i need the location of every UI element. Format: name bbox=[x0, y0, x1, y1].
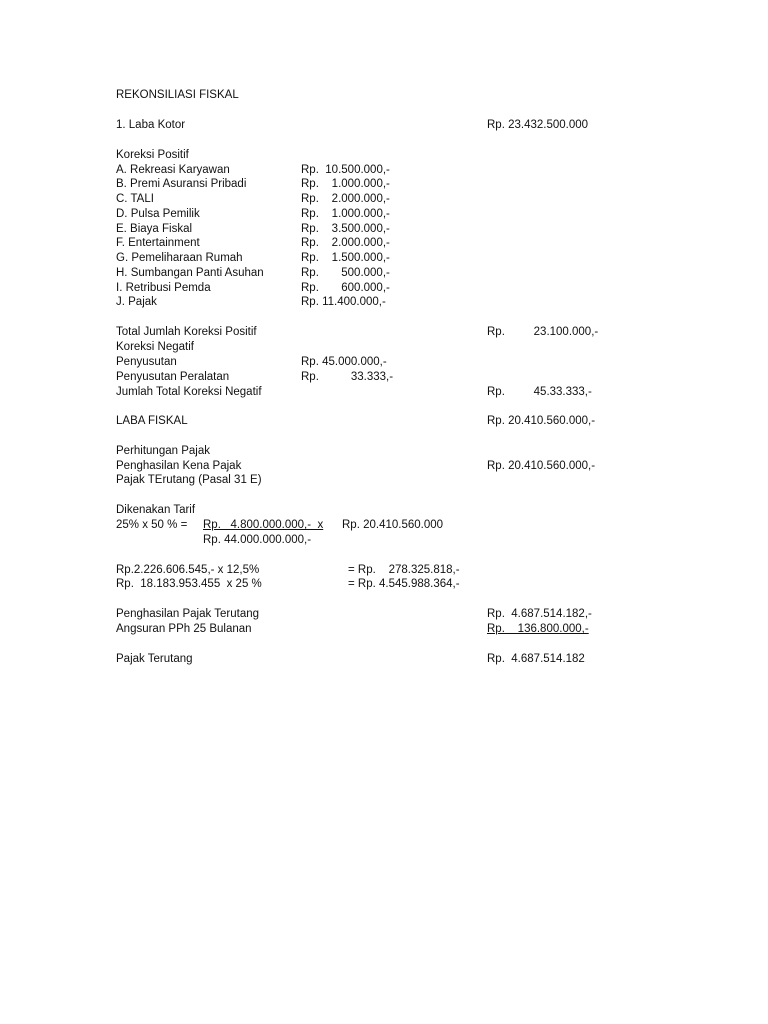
koreksi-positif-item-label: C. TALI bbox=[116, 193, 154, 205]
koreksi-negatif-item-amount: Rp. 45.000.000,- bbox=[301, 356, 387, 368]
laba-fiskal-amount: Rp. 20.410.560.000,- bbox=[487, 415, 596, 427]
koreksi-positif-item-amount: Rp. 1.000.000,- bbox=[301, 178, 390, 190]
laba-kotor-amount: Rp. 23.432.500.000 bbox=[487, 119, 589, 131]
koreksi-positif-item-label: A. Rekreasi Karyawan bbox=[116, 164, 230, 176]
koreksi-positif-item-amount: Rp. 2.000.000,- bbox=[301, 193, 390, 205]
document-title: REKONSILIASI FISKAL bbox=[116, 89, 239, 101]
calc-line-1-left: Rp.2.226.606.545,- x 12,5% bbox=[116, 564, 260, 576]
tarif-multiplier: Rp. 20.410.560.000 bbox=[342, 519, 444, 531]
dikenakan-tarif-heading: Dikenakan Tarif bbox=[116, 504, 196, 516]
total-koreksi-positif-label: Total Jumlah Koreksi Positif bbox=[116, 326, 257, 338]
penghasilan-pajak-terutang-amount: Rp. 4.687.514.182,- bbox=[487, 608, 592, 620]
koreksi-positif-item-amount: Rp. 10.500.000,- bbox=[301, 164, 390, 176]
laba-fiskal-label: LABA FISKAL bbox=[116, 415, 188, 427]
koreksi-negatif-item-label: Penyusutan Peralatan bbox=[116, 371, 230, 383]
angsuran-label: Angsuran PPh 25 Bulanan bbox=[116, 623, 252, 635]
perhitungan-pajak-heading: Perhitungan Pajak bbox=[116, 445, 210, 457]
pkp-amount: Rp. 20.410.560.000,- bbox=[487, 460, 596, 472]
koreksi-positif-item-amount: Rp. 600.000,- bbox=[301, 282, 390, 294]
koreksi-positif-item-label: F. Entertainment bbox=[116, 237, 200, 249]
koreksi-positif-item-amount: Rp. 2.000.000,- bbox=[301, 237, 390, 249]
koreksi-positif-item-label: J. Pajak bbox=[116, 296, 157, 308]
koreksi-positif-heading: Koreksi Positif bbox=[116, 149, 189, 161]
koreksi-positif-item-amount: Rp. 1.500.000,- bbox=[301, 252, 390, 264]
total-koreksi-positif-amount: Rp. 23.100.000,- bbox=[487, 326, 599, 338]
koreksi-positif-item-amount: Rp. 1.000.000,- bbox=[301, 208, 390, 220]
calc-line-2-right: = Rp. 4.545.988.364,- bbox=[348, 578, 460, 590]
angsuran-amount: Rp. 136.800.000,- bbox=[487, 623, 589, 635]
koreksi-positif-item-amount: Rp. 500.000,- bbox=[301, 267, 390, 279]
koreksi-positif-item-label: D. Pulsa Pemilik bbox=[116, 208, 200, 220]
penghasilan-pajak-terutang-label: Penghasilan Pajak Terutang bbox=[116, 608, 260, 620]
tarif-formula-left: 25% x 50 % = bbox=[116, 519, 188, 531]
koreksi-negatif-item-amount: Rp. 33.333,- bbox=[301, 371, 394, 383]
calc-line-1-right: = Rp. 278.325.818,- bbox=[348, 564, 460, 576]
koreksi-positif-item-amount: Rp. 11.400.000,- bbox=[301, 296, 386, 308]
laba-kotor-label: 1. Laba Kotor bbox=[116, 119, 186, 131]
koreksi-positif-item-label: E. Biaya Fiskal bbox=[116, 223, 193, 235]
koreksi-positif-item-amount: Rp. 3.500.000,- bbox=[301, 223, 390, 235]
total-koreksi-negatif-label: Jumlah Total Koreksi Negatif bbox=[116, 386, 262, 398]
total-koreksi-negatif-amount: Rp. 45.33.333,- bbox=[487, 386, 592, 398]
koreksi-positif-item-label: I. Retribusi Pemda bbox=[116, 282, 211, 294]
koreksi-negatif-heading: Koreksi Negatif bbox=[116, 341, 194, 353]
koreksi-positif-item-label: H. Sumbangan Panti Asuhan bbox=[116, 267, 264, 279]
koreksi-positif-item-label: B. Premi Asuransi Pribadi bbox=[116, 178, 247, 190]
calc-line-2-left: Rp. 18.183.953.455 x 25 % bbox=[116, 578, 262, 590]
tarif-denominator: Rp. 44.000.000.000,- bbox=[203, 534, 312, 546]
pajak-terutang-label: Pajak Terutang bbox=[116, 653, 193, 665]
pajak-terutang-pasal-label: Pajak TErutang (Pasal 31 E) bbox=[116, 474, 262, 486]
pkp-label: Penghasilan Kena Pajak bbox=[116, 460, 242, 472]
tarif-numerator: Rp. 4.800.000.000,- x bbox=[203, 519, 324, 531]
koreksi-positif-item-label: G. Pemeliharaan Rumah bbox=[116, 252, 243, 264]
pajak-terutang-amount: Rp. 4.687.514.182 bbox=[487, 653, 585, 665]
koreksi-negatif-item-label: Penyusutan bbox=[116, 356, 177, 368]
